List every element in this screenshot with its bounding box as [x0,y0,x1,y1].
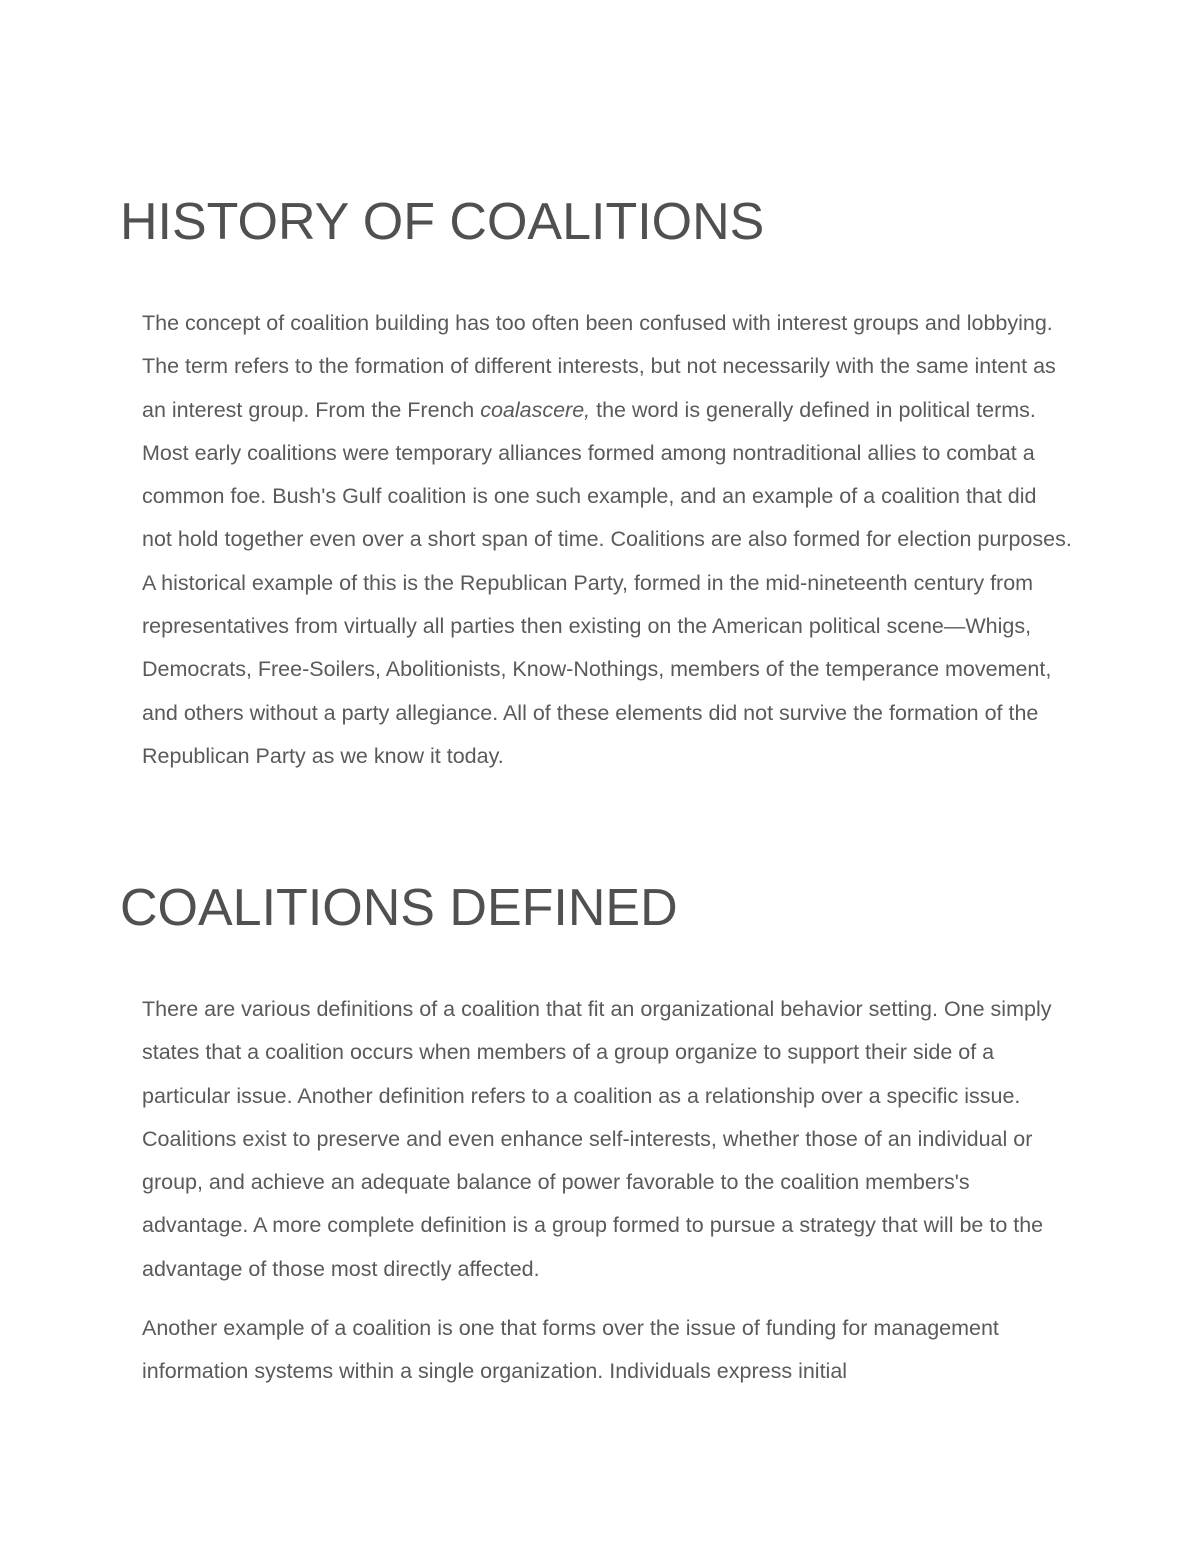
paragraph-coalitions-defined: There are various definitions of a coalition that fit an organizational behavior setting. One simply states that a coalition occurs when members of a group organize to support their side of a particular issue. Another definition refers to a coalition as a relationship over a specific issue. Coalitions exist to preserve and even enhance self-interests, whether those of an individual or group, and achieve an adequate balance of power favorable to the coalition members's advantage. A more complete definition is a group formed to pursue a strategy that will be to the advantage of those most directly affected. [142,997,1052,1281]
section-heading-coalitions-defined: COALITIONS DEFINED [120,879,678,937]
paragraph-text-after-italic: the word is generally defined in political terms. Most early coalitions were temporary alliances formed among nontraditional allies to combat a common foe. Bush's Gulf coalition is one such example, and an example of a coalition that did not hold together even over a short span of time. Coalitions are also formed for election purposes. A historical example of this is the Republican Party, formed in the mid-nineteenth century from representatives from virtually all parties then existing on the American political scene—Whigs, Democrats, Free-Soilers, Abolitionists, Know-Nothings, members of the temperance movement, and others without a party allegiance. All of these elements did not survive the formation of the Republican Party as we know it today. [142,397,1072,768]
section-heading-history-of-coalitions: HISTORY OF COALITIONS [120,193,765,251]
paragraph-coalition-example: Another example of a coalition is one that forms over the issue of funding for management information systems within a single organization. Individuals express initial [142,1316,999,1384]
paragraph-text-before-italic: The concept of coalition building has too often been confused with interest groups and lobbying. The term refers to the formation of different interests, but not necessarily with the same intent as an interest group. From the French [142,311,1056,422]
italic-term-coalascere: coalascere, [480,397,591,422]
paragraph-history-of-coalitions [142,302,1072,778]
